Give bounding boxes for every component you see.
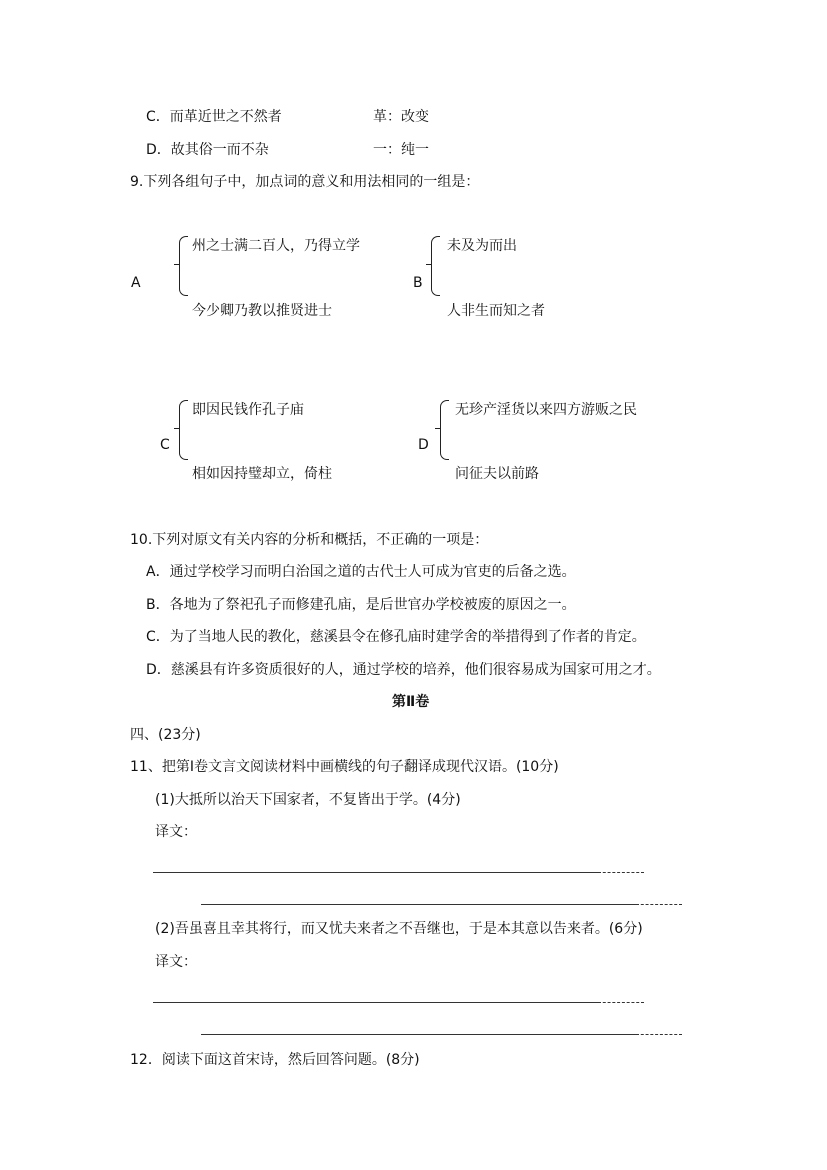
q11-stem: 11、把第Ⅰ卷文言文阅读材料中画横线的句子翻译成现代汉语。(10分) <box>130 759 559 775</box>
q9-option-d-line1: 无珍产淫货以来四方游贩之民 <box>455 402 637 418</box>
q9-option-a-brace <box>179 236 188 296</box>
answer-line <box>201 904 636 905</box>
q9-option-c-line2: 相如因持璧却立，倚柱 <box>192 466 332 482</box>
q9-option-b-line2: 人非生而知之者 <box>447 303 545 319</box>
q9-option-d-label: D <box>418 437 429 453</box>
q9-option-b-line1: 未及为而出 <box>447 238 517 254</box>
q9-option-b-brace <box>431 236 440 296</box>
q9-stem: 9.下列各组句子中，加点词的意义和用法相同的一组是： <box>130 174 480 190</box>
section-heading: 四、(23分) <box>130 727 201 743</box>
q9-option-c-line1: 即因民钱作孔子庙 <box>192 402 304 418</box>
q9-option-b-label: B <box>413 275 423 291</box>
q11-answer-label-1: 译文： <box>155 824 197 840</box>
q8-option-c-gloss: 革：改变 <box>373 109 429 125</box>
part-title: 第Ⅱ卷 <box>392 694 430 710</box>
q8-option-d-gloss: 一：纯一 <box>373 142 429 158</box>
q9-option-c-label: C <box>160 437 170 453</box>
answer-line-dash <box>636 1034 682 1035</box>
q10-option-c: C．为了当地人民的教化，慈溪县令在修孔庙时建学舍的举措得到了作者的肯定。 <box>146 629 646 645</box>
q9-option-d-brace <box>440 400 449 460</box>
q9-option-a-line1: 州之士满二百人，乃得立学 <box>192 238 360 254</box>
q10-stem: 10.下列对原文有关内容的分析和概括，不正确的一项是： <box>130 532 489 548</box>
q10-option-d: D．慈溪县有许多资质很好的人，通过学校的培养，他们很容易成为国家可用之才。 <box>146 662 661 678</box>
answer-line <box>153 1002 598 1003</box>
q10-option-b: B．各地为了祭祀孔子而修建孔庙，是后世官办学校被废的原因之一。 <box>146 597 576 613</box>
q9-option-d-line2: 问征夫以前路 <box>455 466 539 482</box>
answer-line <box>201 1034 636 1035</box>
q11-answer-label-2: 译文： <box>155 954 197 970</box>
q10-option-a: A．通过学校学习而明白治国之道的古代士人可成为官吏的后备之选。 <box>146 564 576 580</box>
q9-option-a-line2: 今少卿乃教以推贤进士 <box>192 303 332 319</box>
q8-option-c: C．而革近世之不然者 <box>146 109 282 125</box>
q11-sub2: (2)吾虽喜且幸其将行，而又忧夫来者之不吾继也，于是本其意以告来者。(6分) <box>155 921 643 937</box>
q9-option-c-brace <box>179 400 188 460</box>
q8-option-d: D．故其俗一而不杂 <box>146 142 269 158</box>
q12-stem: 12．阅读下面这首宋诗，然后回答问题。(8分) <box>130 1052 420 1068</box>
answer-line-dash <box>598 1002 644 1003</box>
answer-line <box>153 872 598 873</box>
q9-option-a-label: A <box>131 275 141 291</box>
answer-line-dash <box>598 872 644 873</box>
answer-line-dash <box>636 904 682 905</box>
q11-sub1: (1)大抵所以治天下国家者，不复皆出于学。(4分) <box>155 792 461 808</box>
